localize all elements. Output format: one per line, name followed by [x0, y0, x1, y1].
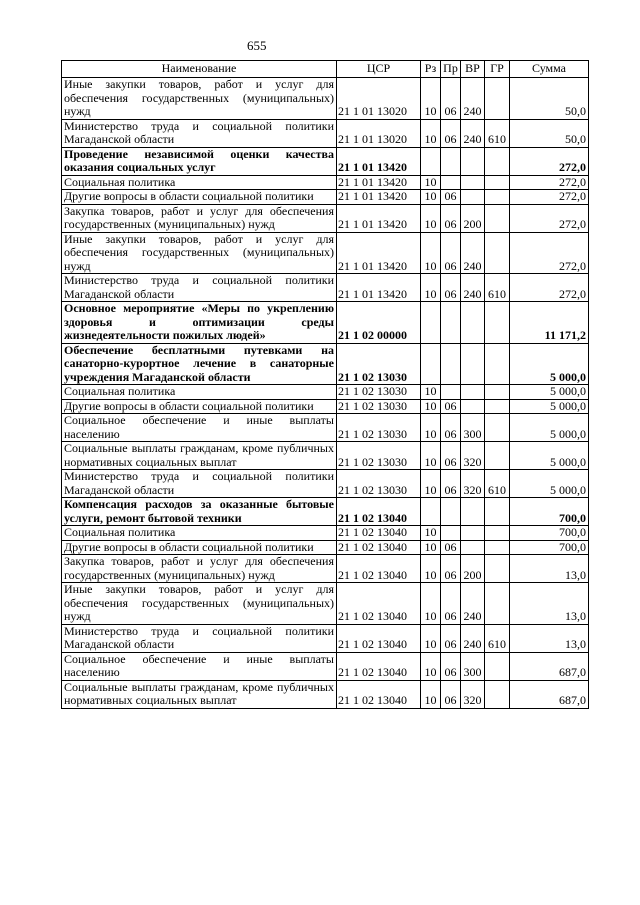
- cell-sum: 13,0: [510, 624, 589, 652]
- cell-name: Закупка товаров, работ и услуг для обеспечения государственных (муниципальных) нужд: [62, 204, 337, 232]
- cell-name: Социальные выплаты гражданам, кроме публичных нормативных социальных выплат: [62, 442, 337, 470]
- cell-rz: 10: [421, 190, 441, 205]
- table-row: [62, 526, 589, 541]
- cell-gr: [485, 343, 510, 385]
- header-rz: Рз: [421, 61, 441, 78]
- cell-vr: [461, 302, 485, 344]
- cell-rz: [421, 147, 441, 175]
- cell-pr: 06: [441, 78, 461, 120]
- table-row: [62, 680, 589, 708]
- cell-csr: 21 1 02 13030: [337, 442, 421, 470]
- cell-pr: [441, 498, 461, 526]
- cell-vr: 320: [461, 680, 485, 708]
- cell-pr: 06: [441, 652, 461, 680]
- cell-rz: 10: [421, 78, 441, 120]
- cell-gr: [485, 442, 510, 470]
- cell-vr: 240: [461, 78, 485, 120]
- cell-vr: 240: [461, 119, 485, 147]
- cell-pr: [441, 385, 461, 400]
- cell-gr: [485, 526, 510, 541]
- cell-gr: [485, 540, 510, 555]
- table-row: [62, 583, 589, 625]
- cell-pr: [441, 302, 461, 344]
- cell-csr: 21 1 01 13420: [337, 274, 421, 302]
- table-row: [62, 624, 589, 652]
- table-body: [62, 78, 589, 709]
- cell-pr: 06: [441, 470, 461, 498]
- cell-name: Проведение независимой оценки качества оказания социальных услуг: [62, 147, 337, 175]
- cell-name: Обеспечение бесплатными путевками на санаторно-курортное лечение в санаторные учреждения Магаданской области: [62, 343, 337, 385]
- cell-sum: 5 000,0: [510, 442, 589, 470]
- cell-gr: [485, 302, 510, 344]
- cell-pr: 06: [441, 555, 461, 583]
- cell-sum: 272,0: [510, 175, 589, 190]
- cell-vr: 240: [461, 624, 485, 652]
- cell-rz: 10: [421, 555, 441, 583]
- cell-vr: [461, 175, 485, 190]
- cell-sum: 700,0: [510, 526, 589, 541]
- cell-rz: 10: [421, 540, 441, 555]
- cell-vr: [461, 540, 485, 555]
- cell-sum: 5 000,0: [510, 470, 589, 498]
- cell-gr: [485, 190, 510, 205]
- cell-rz: 10: [421, 526, 441, 541]
- cell-gr: [485, 385, 510, 400]
- cell-csr: 21 1 02 13030: [337, 470, 421, 498]
- cell-rz: 10: [421, 119, 441, 147]
- cell-sum: 700,0: [510, 540, 589, 555]
- cell-pr: 06: [441, 119, 461, 147]
- cell-rz: 10: [421, 442, 441, 470]
- cell-name: Другие вопросы в области социальной политики: [62, 190, 337, 205]
- cell-pr: [441, 175, 461, 190]
- cell-pr: 06: [441, 190, 461, 205]
- cell-vr: [461, 147, 485, 175]
- cell-vr: 240: [461, 274, 485, 302]
- cell-csr: 21 1 01 13420: [337, 147, 421, 175]
- table-row: [62, 470, 589, 498]
- cell-name: Социальное обеспечение и иные выплаты населению: [62, 652, 337, 680]
- cell-vr: 300: [461, 652, 485, 680]
- cell-pr: 06: [441, 583, 461, 625]
- cell-sum: 5 000,0: [510, 414, 589, 442]
- cell-sum: 272,0: [510, 147, 589, 175]
- cell-pr: 06: [441, 680, 461, 708]
- cell-sum: 272,0: [510, 232, 589, 274]
- cell-pr: 06: [441, 399, 461, 414]
- cell-name: Другие вопросы в области социальной политики: [62, 540, 337, 555]
- cell-sum: 687,0: [510, 680, 589, 708]
- cell-sum: 272,0: [510, 274, 589, 302]
- cell-vr: [461, 190, 485, 205]
- cell-name: Компенсация расходов за оказанные бытовые услуги, ремонт бытовой техники: [62, 498, 337, 526]
- cell-csr: 21 1 02 13040: [337, 498, 421, 526]
- header-sum: Сумма: [510, 61, 589, 78]
- cell-name: Иные закупки товаров, работ и услуг для обеспечения государственных (муниципальных) нужд: [62, 583, 337, 625]
- cell-csr: 21 1 01 13420: [337, 190, 421, 205]
- cell-vr: 200: [461, 204, 485, 232]
- cell-vr: [461, 526, 485, 541]
- cell-gr: 610: [485, 119, 510, 147]
- cell-vr: [461, 399, 485, 414]
- cell-gr: [485, 652, 510, 680]
- cell-vr: [461, 343, 485, 385]
- cell-gr: [485, 147, 510, 175]
- table-row: [62, 652, 589, 680]
- cell-pr: 06: [441, 540, 461, 555]
- cell-sum: 50,0: [510, 78, 589, 120]
- cell-pr: [441, 343, 461, 385]
- cell-rz: 10: [421, 470, 441, 498]
- cell-csr: 21 1 02 13040: [337, 583, 421, 625]
- cell-vr: 320: [461, 470, 485, 498]
- cell-name: Закупка товаров, работ и услуг для обеспечения государственных (муниципальных) нужд: [62, 555, 337, 583]
- table-header-row: [62, 61, 589, 78]
- cell-pr: 06: [441, 414, 461, 442]
- header-csr: ЦСР: [337, 61, 421, 78]
- cell-sum: 5 000,0: [510, 385, 589, 400]
- table-row: [62, 302, 589, 344]
- cell-name: Основное мероприятие «Меры по укреплению здоровья и оптимизации среды жизнедеятельности пожилых людей»: [62, 302, 337, 344]
- cell-rz: 10: [421, 652, 441, 680]
- cell-pr: 06: [441, 442, 461, 470]
- cell-gr: [485, 232, 510, 274]
- cell-sum: 13,0: [510, 555, 589, 583]
- cell-rz: 10: [421, 274, 441, 302]
- table-row: [62, 190, 589, 205]
- table-row: [62, 385, 589, 400]
- header-name: Наименование: [62, 61, 337, 78]
- cell-csr: 21 1 01 13420: [337, 175, 421, 190]
- cell-sum: 13,0: [510, 583, 589, 625]
- cell-pr: [441, 147, 461, 175]
- cell-rz: 10: [421, 204, 441, 232]
- cell-gr: 610: [485, 274, 510, 302]
- cell-csr: 21 1 02 00000: [337, 302, 421, 344]
- cell-csr: 21 1 01 13020: [337, 78, 421, 120]
- cell-sum: 272,0: [510, 190, 589, 205]
- cell-gr: [485, 583, 510, 625]
- cell-rz: [421, 343, 441, 385]
- cell-name: Другие вопросы в области социальной политики: [62, 399, 337, 414]
- page-number: 655: [247, 38, 267, 53]
- table-row: [62, 555, 589, 583]
- cell-gr: [485, 175, 510, 190]
- budget-table: [61, 60, 589, 709]
- cell-rz: 10: [421, 414, 441, 442]
- cell-name: Социальная политика: [62, 526, 337, 541]
- cell-csr: 21 1 02 13040: [337, 652, 421, 680]
- cell-sum: 700,0: [510, 498, 589, 526]
- cell-gr: [485, 78, 510, 120]
- cell-name: Иные закупки товаров, работ и услуг для обеспечения государственных (муниципальных) нужд: [62, 232, 337, 274]
- cell-pr: 06: [441, 274, 461, 302]
- table-row: [62, 399, 589, 414]
- cell-vr: [461, 385, 485, 400]
- cell-gr: [485, 414, 510, 442]
- table-row: [62, 498, 589, 526]
- table-row: [62, 78, 589, 120]
- table-row: [62, 232, 589, 274]
- cell-pr: 06: [441, 624, 461, 652]
- cell-rz: 10: [421, 680, 441, 708]
- cell-gr: [485, 204, 510, 232]
- cell-csr: 21 1 01 13420: [337, 232, 421, 274]
- cell-csr: 21 1 01 13420: [337, 204, 421, 232]
- cell-csr: 21 1 02 13030: [337, 399, 421, 414]
- cell-pr: [441, 526, 461, 541]
- cell-sum: 5 000,0: [510, 399, 589, 414]
- cell-pr: 06: [441, 204, 461, 232]
- cell-gr: [485, 399, 510, 414]
- table-row: [62, 119, 589, 147]
- cell-rz: 10: [421, 583, 441, 625]
- header-gr: ГР: [485, 61, 510, 78]
- cell-rz: 10: [421, 399, 441, 414]
- header-pr: Пр: [441, 61, 461, 78]
- cell-name: Социальная политика: [62, 175, 337, 190]
- header-vr: ВР: [461, 61, 485, 78]
- cell-name: Министерство труда и социальной политики Магаданской области: [62, 119, 337, 147]
- cell-sum: 11 171,2: [510, 302, 589, 344]
- cell-csr: 21 1 02 13040: [337, 624, 421, 652]
- cell-rz: 10: [421, 624, 441, 652]
- cell-name: Иные закупки товаров, работ и услуг для обеспечения государственных (муниципальных) нужд: [62, 78, 337, 120]
- cell-gr: [485, 555, 510, 583]
- cell-name: Социальная политика: [62, 385, 337, 400]
- cell-gr: 610: [485, 470, 510, 498]
- cell-gr: [485, 498, 510, 526]
- cell-csr: 21 1 01 13020: [337, 119, 421, 147]
- table-row: [62, 274, 589, 302]
- cell-csr: 21 1 02 13030: [337, 385, 421, 400]
- cell-csr: 21 1 02 13040: [337, 540, 421, 555]
- cell-vr: 200: [461, 555, 485, 583]
- cell-csr: 21 1 02 13040: [337, 680, 421, 708]
- table-row: [62, 343, 589, 385]
- cell-sum: 50,0: [510, 119, 589, 147]
- table-row: [62, 442, 589, 470]
- cell-sum: 5 000,0: [510, 343, 589, 385]
- cell-gr: [485, 680, 510, 708]
- table-row: [62, 540, 589, 555]
- cell-vr: 240: [461, 583, 485, 625]
- cell-name: Министерство труда и социальной политики Магаданской области: [62, 624, 337, 652]
- table-row: [62, 414, 589, 442]
- table-row: [62, 175, 589, 190]
- cell-name: Социальное обеспечение и иные выплаты населению: [62, 414, 337, 442]
- cell-pr: 06: [441, 232, 461, 274]
- cell-vr: 240: [461, 232, 485, 274]
- cell-vr: [461, 498, 485, 526]
- cell-gr: 610: [485, 624, 510, 652]
- cell-csr: 21 1 02 13030: [337, 414, 421, 442]
- cell-name: Социальные выплаты гражданам, кроме публичных нормативных социальных выплат: [62, 680, 337, 708]
- cell-name: Министерство труда и социальной политики Магаданской области: [62, 274, 337, 302]
- cell-rz: 10: [421, 385, 441, 400]
- table-row: [62, 147, 589, 175]
- cell-name: Министерство труда и социальной политики Магаданской области: [62, 470, 337, 498]
- cell-vr: 300: [461, 414, 485, 442]
- cell-csr: 21 1 02 13040: [337, 555, 421, 583]
- cell-sum: 272,0: [510, 204, 589, 232]
- cell-rz: [421, 302, 441, 344]
- table-row: [62, 204, 589, 232]
- cell-csr: 21 1 02 13030: [337, 343, 421, 385]
- cell-rz: [421, 498, 441, 526]
- cell-rz: 10: [421, 232, 441, 274]
- cell-vr: 320: [461, 442, 485, 470]
- cell-sum: 687,0: [510, 652, 589, 680]
- cell-rz: 10: [421, 175, 441, 190]
- cell-csr: 21 1 02 13040: [337, 526, 421, 541]
